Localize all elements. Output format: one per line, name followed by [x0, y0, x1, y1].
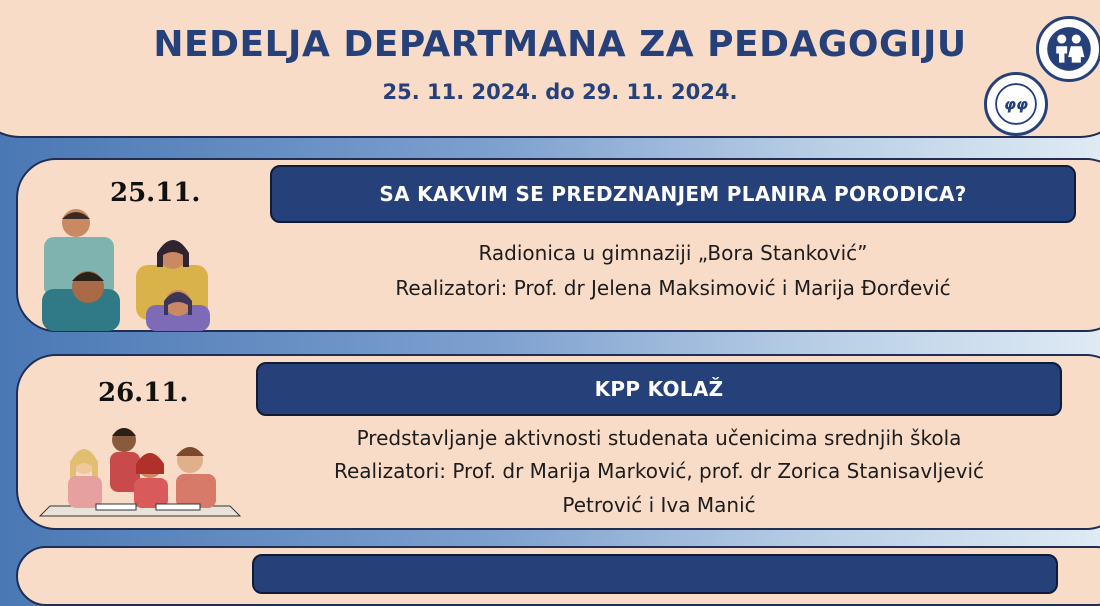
header-card [0, 0, 1100, 138]
children-logo-icon [1036, 16, 1100, 82]
event-date: 26.11. [98, 378, 189, 408]
event-organizers: Realizatori: Prof. dr Jelena Maksimović i Marija Đorđević [395, 276, 951, 300]
event-title-banner: SA KAKVIM SE PREDZNANJEM PLANIRA PORODICA? [270, 165, 1076, 223]
event-title-banner: KPP KOLAŽ [256, 362, 1062, 416]
event-organizers-continued: Petrović i Iva Manić [562, 493, 756, 517]
event-title-banner [252, 554, 1058, 594]
page-dates: 25. 11. 2024. do 29. 11. 2024. [382, 80, 738, 104]
svg-text:φφ: φφ [1003, 95, 1029, 114]
students-reading-illustration [36, 420, 246, 524]
faculty-logo-icon [984, 72, 1048, 136]
family-illustration [36, 205, 236, 331]
event-date: 25.11. [110, 178, 201, 208]
page-title: NEDELJA DEPARTMANA ZA PEDAGOGIJU [153, 24, 967, 65]
event-description: Radionica u gimnaziji „Bora Stanković” [478, 241, 868, 265]
event-description: Predstavljanje aktivnosti studenata učenicima srednjih škola [356, 426, 962, 450]
event-organizers: Realizatori: Prof. dr Marija Marković, prof. dr Zorica Stanisavljević [333, 459, 985, 483]
